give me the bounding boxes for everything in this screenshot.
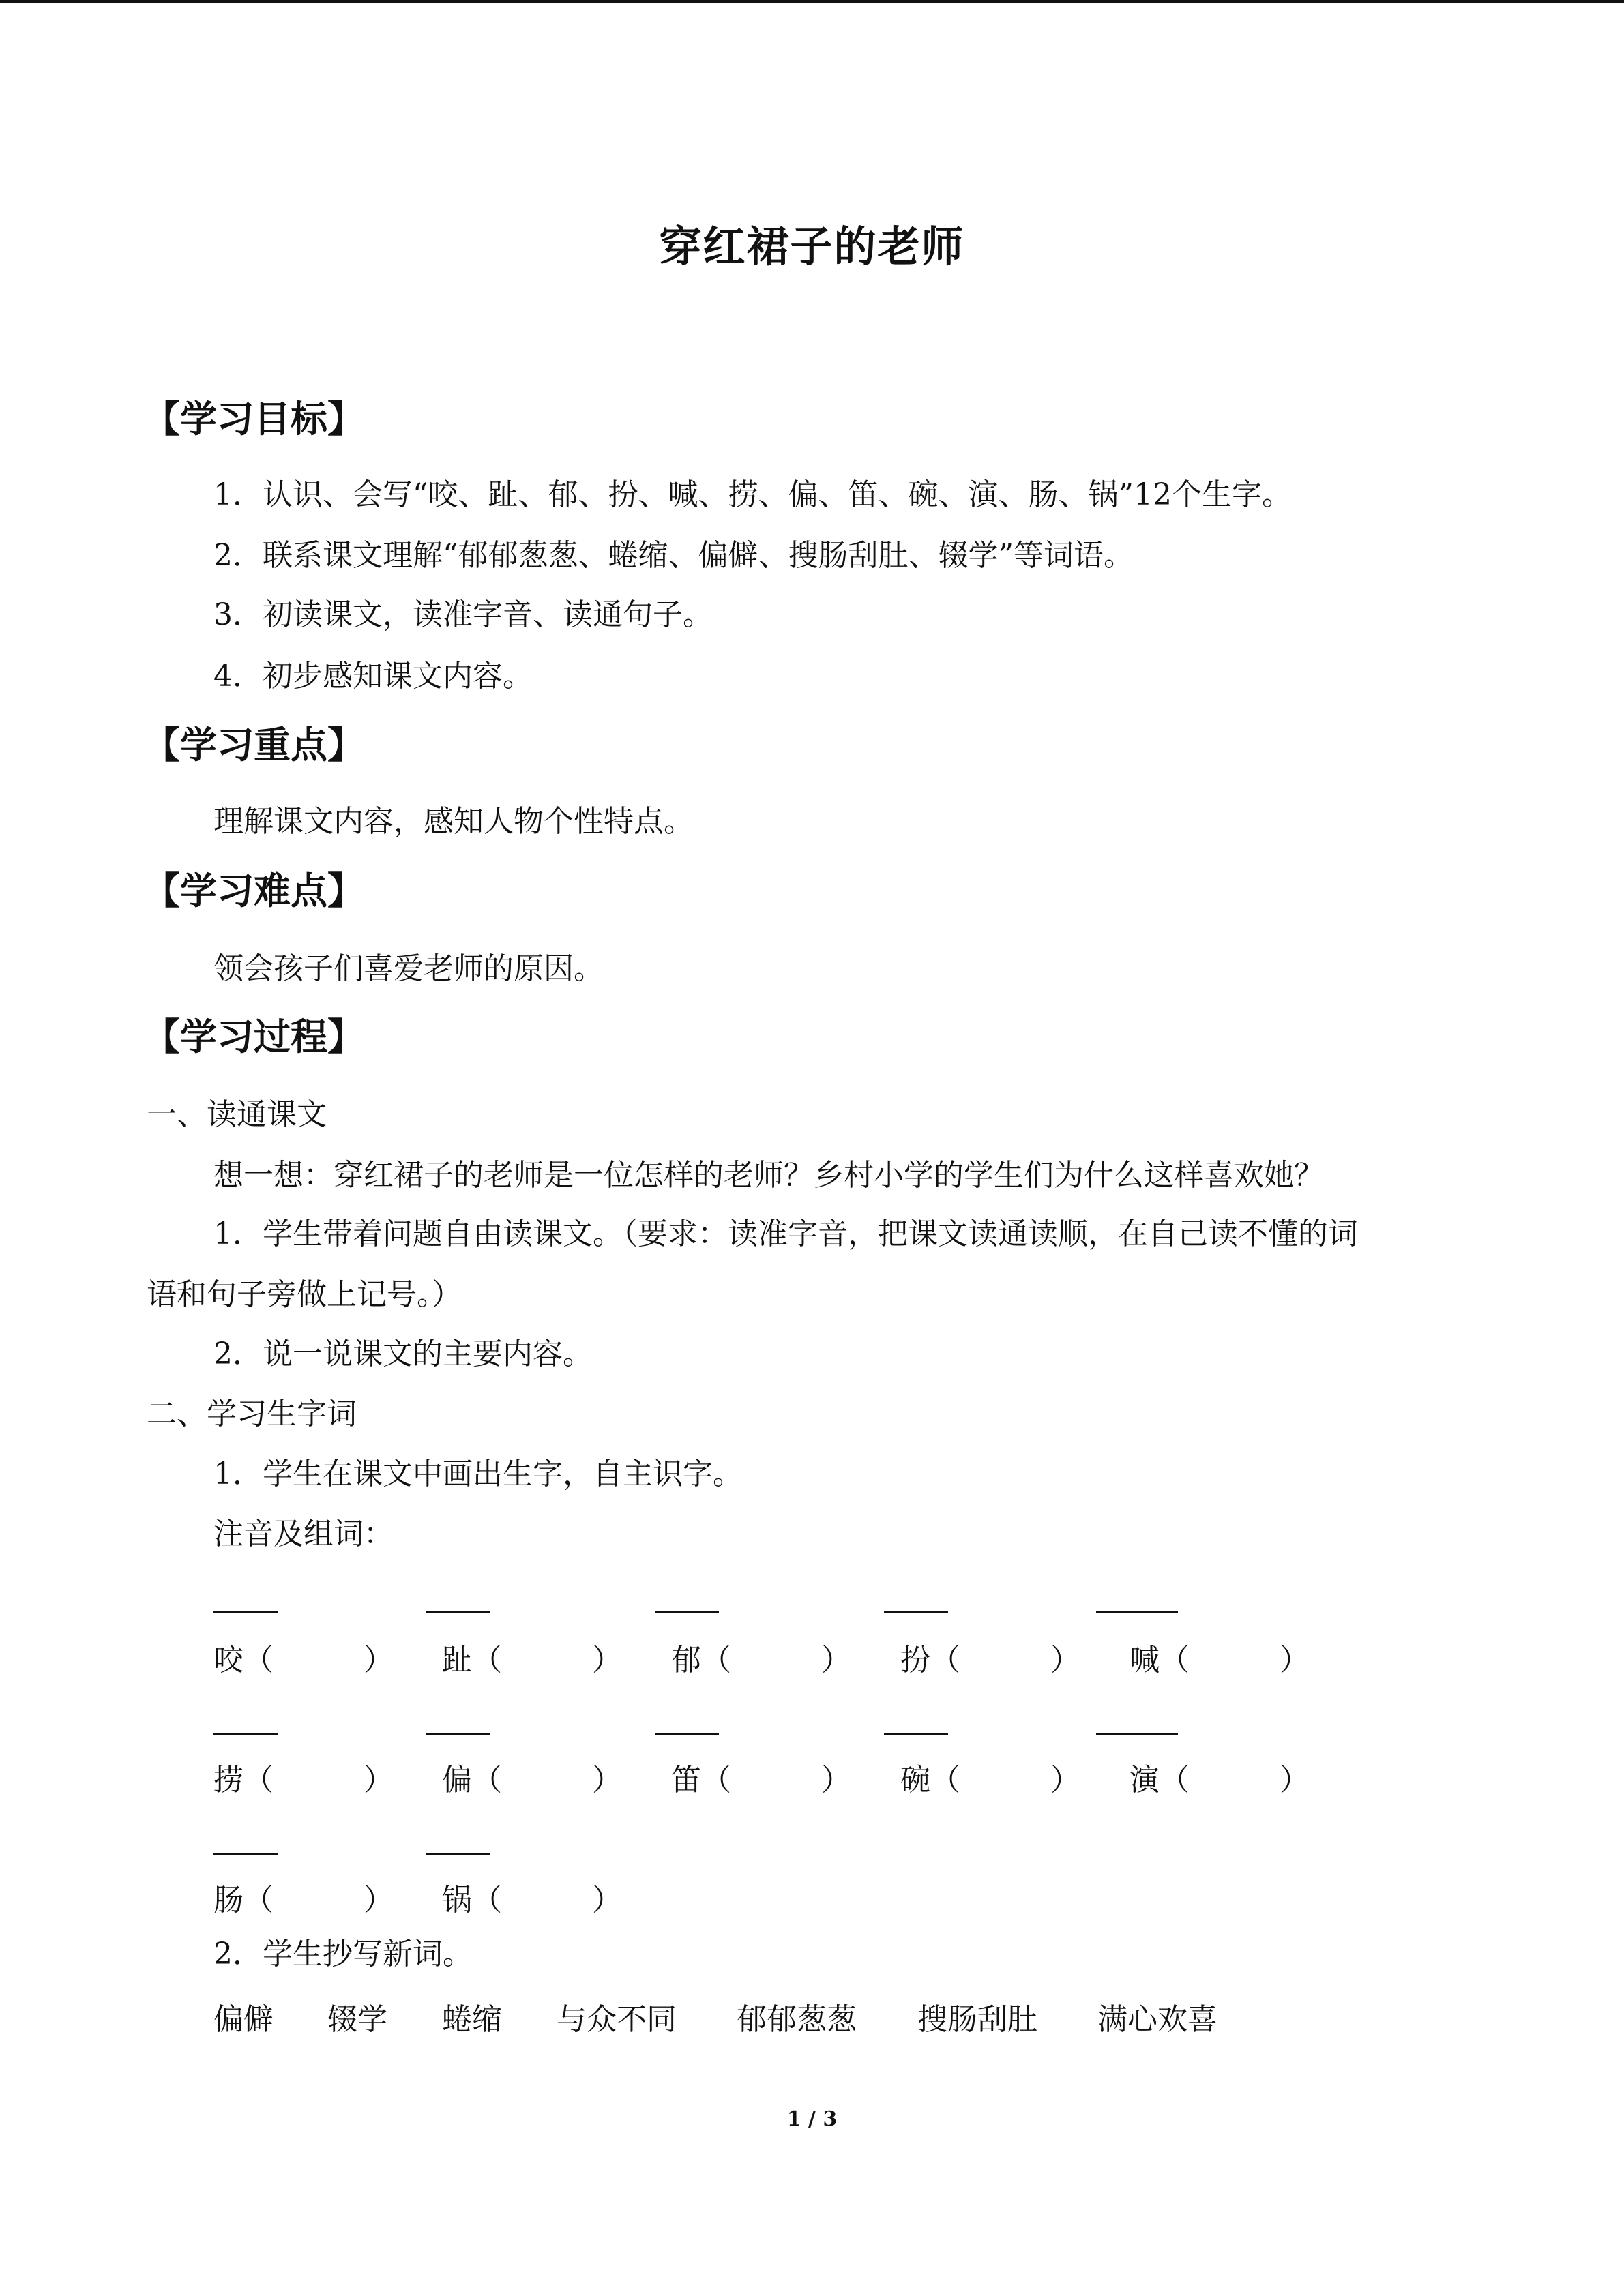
- char-cell: 笛（ ）: [671, 1763, 851, 1798]
- part2-step1: 1．学生在课文中画出生字，自主识字。: [213, 1457, 743, 1491]
- pinyin-blank[interactable]: [213, 1611, 278, 1613]
- pinyin-blank[interactable]: [1096, 1733, 1178, 1735]
- char-cell: 偏（ ）: [442, 1763, 622, 1798]
- word-item: 辍学: [327, 2002, 387, 2037]
- char-cell: 捞（ ）: [213, 1763, 394, 1798]
- goal-item-1: 1．认识、会写“咬、趾、郁、扮、喊、捞、偏、笛、碗、演、肠、锅”12个生字。: [213, 477, 1292, 512]
- heading-key-point: 【学习重点】: [143, 724, 364, 766]
- pinyin-blank[interactable]: [213, 1853, 278, 1855]
- word-item: 蜷缩: [442, 2002, 502, 2037]
- char-cell: 演（ ）: [1130, 1763, 1310, 1798]
- char-cell: 扮（ ）: [900, 1643, 1080, 1678]
- goal-item-2: 2．联系课文理解“郁郁葱葱、蜷缩、偏僻、搜肠刮肚、辍学”等词语。: [213, 538, 1134, 573]
- pinyin-blank[interactable]: [426, 1853, 490, 1855]
- goal-item-3: 3．初读课文，读准字音、读通句子。: [213, 597, 713, 632]
- step1-line2: 语和句子旁做上记号。）: [147, 1277, 462, 1312]
- pinyin-blank[interactable]: [884, 1611, 948, 1613]
- pinyin-blank[interactable]: [426, 1611, 490, 1613]
- part2-step2: 2．学生抄写新词。: [213, 1937, 473, 1971]
- char-cell: 郁（ ）: [671, 1643, 851, 1678]
- page-title: 穿红裙子的老师: [659, 222, 965, 271]
- page-number: 1 / 3: [786, 2107, 838, 2131]
- difficulty-text: 领会孩子们喜爱老师的原因。: [213, 951, 604, 986]
- pinyin-blank[interactable]: [884, 1733, 948, 1735]
- char-cell: 碗（ ）: [900, 1763, 1080, 1798]
- pinyin-blank[interactable]: [655, 1611, 719, 1613]
- pinyin-blank[interactable]: [213, 1733, 278, 1735]
- top-border: [0, 0, 1624, 3]
- char-cell: 趾（ ）: [442, 1643, 622, 1678]
- word-item: 郁郁葱葱: [737, 2002, 857, 2037]
- char-cell: 锅（ ）: [442, 1883, 622, 1918]
- char-cell: 肠（ ）: [213, 1883, 394, 1918]
- heading-difficulty: 【学习难点】: [143, 869, 364, 912]
- part2-title: 二、学习生字词: [147, 1397, 357, 1431]
- pinyin-blank[interactable]: [426, 1733, 490, 1735]
- step2: 2．说一说课文的主要内容。: [213, 1337, 593, 1371]
- heading-process: 【学习过程】: [143, 1015, 364, 1058]
- heading-goals: 【学习目标】: [143, 398, 364, 441]
- think-question: 想一想：穿红裙子的老师是一位怎样的老师？乡村小学的学生们为什么这样喜欢她？: [213, 1158, 1324, 1193]
- pinyin-blank[interactable]: [1096, 1611, 1178, 1613]
- char-cell: 咬（ ）: [213, 1643, 394, 1678]
- step1-line1: 1．学生带着问题自由读课文。（要求：读准字音，把课文读通读顺，在自己读不懂的词: [213, 1217, 1358, 1251]
- pinyin-label: 注音及组词：: [213, 1517, 394, 1551]
- part1-title: 一、读通课文: [147, 1097, 327, 1132]
- word-item: 与众不同: [557, 2002, 677, 2037]
- word-item: 偏僻: [213, 2002, 274, 2037]
- word-item: 满心欢喜: [1097, 2002, 1217, 2037]
- char-cell: 喊（ ）: [1130, 1643, 1310, 1678]
- pinyin-blank[interactable]: [655, 1733, 719, 1735]
- word-item: 搜肠刮肚: [917, 2002, 1037, 2037]
- key-point-text: 理解课文内容，感知人物个性特点。: [213, 804, 694, 839]
- goal-item-4: 4．初步感知课文内容。: [213, 659, 533, 694]
